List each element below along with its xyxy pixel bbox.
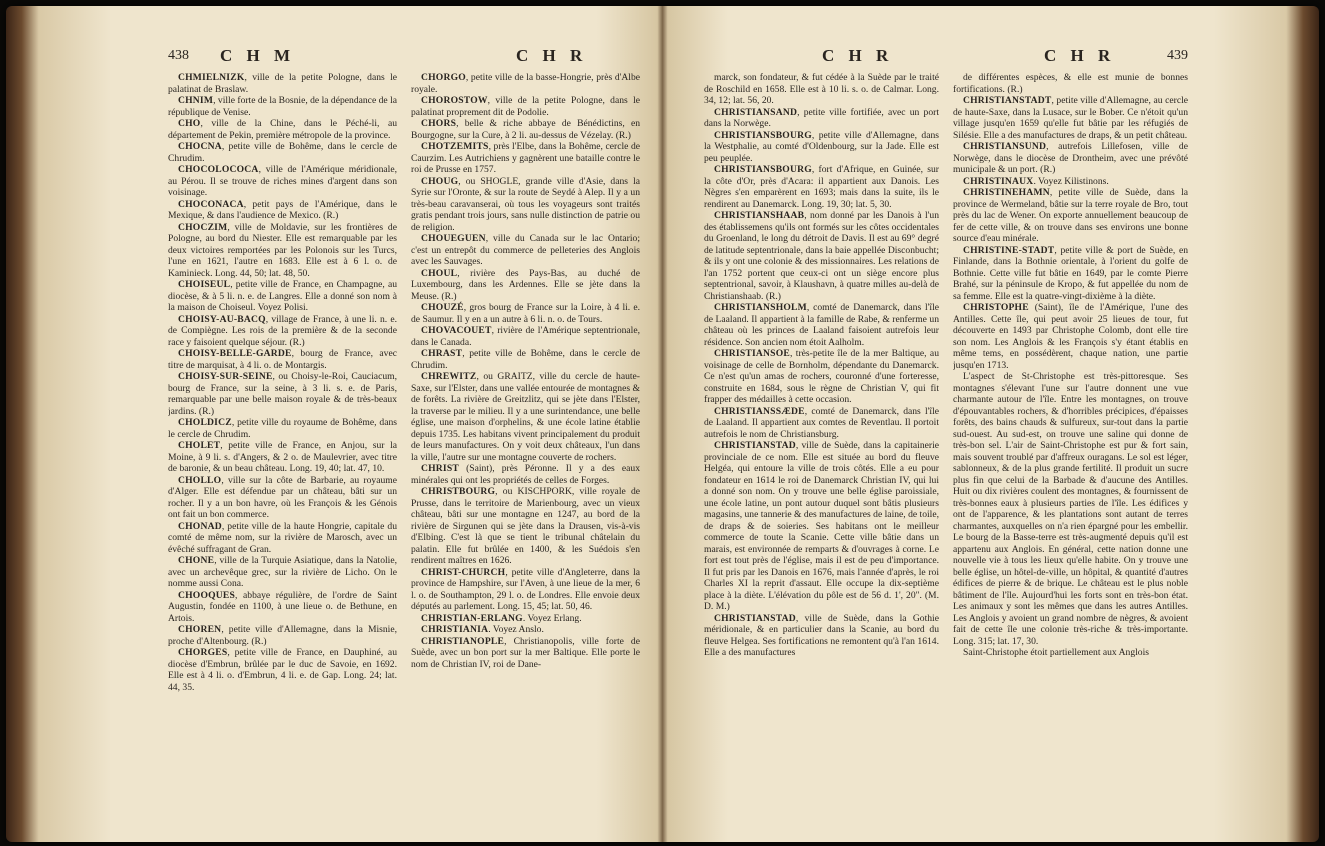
entry-headword: CHOISY-BELLE-GARDE — [178, 348, 292, 359]
entry-headword: CHRISTIANSTAD — [714, 612, 796, 624]
dictionary-entry — [953, 141, 1188, 176]
dictionary-entry — [704, 302, 939, 348]
dictionary-entry — [168, 199, 397, 222]
entry-text: , petite ville de France, en Anjou, sur la Moine, à 9 li. s. d'Angers, & 2 o. de Maulevrier, avec titre de baronie, & un beau château. Long. 19, 40; lat. 47, 10. — [168, 440, 397, 474]
entry-headword: CHRISTIANSSÆDE — [714, 405, 805, 417]
dictionary-entry — [168, 475, 397, 521]
entry-text: , petite ville du royaume de Bohême, dans le cercle de Chrudim. — [168, 417, 397, 440]
dictionary-entry — [411, 141, 640, 176]
entry-headword: CHRISTIANSBOURG — [714, 129, 812, 141]
dictionary-entry — [953, 72, 1188, 95]
entry-headword: CHONE — [178, 555, 215, 566]
entry-text: , ou SHOGLE, grande ville d'Asie, dans la Syrie sur l'Oronte, & sur la route de Seydé à Alep. Il y a un très-beau caravanserai, où tous les voyageurs sont traités gratis pendant trois jours, sans nulle distinction de patrie ou de religion. — [411, 175, 640, 233]
dictionary-entry — [704, 440, 939, 613]
left-page-header — [168, 46, 640, 66]
right-page — [704, 46, 1188, 840]
entry-headword: CHRISTINEHAMN — [963, 187, 1050, 198]
entry-text: , autrefois Lillefosen, ville de Norwège, dans le diocèse de Drontheim, avec une prévôté municipale & un port. (R.) — [953, 141, 1188, 175]
entry-headword: CHOROSTOW — [421, 95, 488, 106]
entry-text: L'aspect de St-Christophe est très-pittoresque. Ses montagnes s'élevant l'une sur l'autre donnent une vue charmante autour de l'île. Entre les montagnes, on trouve d'épouvantables rochers, & d'horribles précipices, d'épaisses forêts, des bains chauds & sulfureux, sur-tout dans la partie sud-ouest. Au sud-est, on trouve une saline qui donne de très-bon sel. L'air de Saint-Christophe est pur & fort sain, mais souvent troublé par d'affreux ouragans. Le sol est léger, sablonneux, & de la plus grande fertilité. Il produit un sucre plus fin que celui de la Barbade & d'aucune des Antilles. Huit ou dix rivières coulent des montagnes, & fournissent de très-bonnes eaux à plusieurs parties de l'île. Les édifices y ont de l'apparence, & les plantations sont autant de terres charmantes, auxquelles on n'a rien épargné pour les embellir. Le bourg de la Basse-terre est très-augmenté depuis qu'il est appartenu aux Anglois. En général, cette nation donne une nouvelle vie à tous les lieux qu'elle habite. On y trouve une belle église, un hôtel-de-ville, un hôpital, & quantité d'autres édifices de pierre & de brique. Le château est le plus noble bâtiment de l'île. Aujourd'hui les forts sont en très-bon état. Les animaux y sont les mêmes que dans les autres Antilles. Les Anglois y avoient un grand nombre de nègres, & avoient fait de cette île une colonie très-riche & très-importante. Long. 315; lat. 17, 30. — [953, 371, 1188, 647]
entry-text: , petite ville fortifiée, avec un port dans la Norwège. — [704, 106, 939, 129]
entry-headword: CHOUG — [421, 175, 459, 187]
entry-text: , petite ville & port de Suède, en Finlande, dans la Bothnie orientale, à l'orient du golfe de Bothnie. Cette ville fut bâtie en 1649, par le comte Pierre Brahé, sur la péninsule de Kropo, & fut appellée du nom de sa femme. Elle est la quatre-vingt-dixième à la diète. — [953, 244, 1188, 302]
entry-text: , petite ville de Bohême, dans le cercle de Chrudim. — [411, 348, 640, 371]
entry-text: , ville sur la côte de Barbarie, au royaume d'Alger. Elle est défendue par un château, bâti sur un rocher. Il y a un bon havre, où les François & les Génois ont fait un bon commerce. — [168, 474, 397, 520]
dictionary-entry — [168, 222, 397, 280]
dictionary-entry — [704, 130, 939, 165]
dictionary-entry — [411, 613, 640, 625]
entry-headword: CHRISTIANSTAD — [714, 440, 796, 451]
entry-headword: CHOTZEMITS — [421, 141, 489, 152]
dictionary-entry — [411, 268, 640, 303]
dictionary-entry — [704, 210, 939, 302]
entry-headword: CHRISTIANOPLE — [421, 635, 505, 647]
entry-headword: CHOCONACA — [178, 198, 244, 210]
dictionary-entry — [168, 624, 397, 647]
dictionary-entry — [168, 371, 397, 417]
left-page — [168, 46, 640, 840]
dictionary-entry — [168, 118, 397, 141]
running-head-left-1: C H M — [220, 46, 296, 65]
dictionary-entry — [411, 371, 640, 463]
page-number-right: 439 — [1167, 48, 1188, 63]
entry-text: (Saint), près Péronne. Il y a des eaux minérales qui ont les propriétés de celles de Forges. — [411, 463, 640, 486]
dictionary-entry — [704, 613, 939, 659]
dictionary-entry — [704, 72, 939, 107]
entry-text: , ville de l'Amérique méridionale, au Pérou. Il se trouve de riches mines d'argent dans son voisinage. — [168, 164, 397, 198]
entry-text: . Voyez Kilistinons. — [1033, 175, 1109, 187]
entry-text: , ville de Suède, dans la capitainerie provinciale de ce nom. Elle est située au bord du fleuve Helgéa, qui entoure la ville de trois côtés. Elle a eu pour fondateur en 1614 le roi de Danemarck Christian IV, qui lui a donné son nom. On y trouve une belle église paroissiale, une école latine, un pont autour duquel sont bâtis plusieurs magasins, une tannerie & des manufactures de laine, de toile, de draps & de soieries. Ses habitans ont le meilleur commerce de toute la Scanie. Cette ville bâtie dans un marais, est environnée de remparts & d'ouvrages à corne. Le fort est tout près de l'église, mais il est de peu d'importance. Il fut pris par les Danois en 1676, mais l'année d'après, le roi Charles XI la reprit d'assaut. Elle occupe la dix-septième place à la diète. L'élévation du pôle est de 56 d. 1', 20". (M. D. M.) — [704, 440, 939, 612]
dictionary-entry — [953, 176, 1188, 188]
entry-text: , village de France, à une li. n. e. de Compiègne. Les rois de la première & de la seconde race y faisoient quelque séjour. (R.) — [168, 313, 397, 348]
dictionary-entry — [411, 176, 640, 234]
dictionary-entry — [411, 567, 640, 613]
entry-headword: CHRISTIANSUND — [963, 141, 1047, 152]
entry-text: , petite ville de Bohême, dans le cercle de Chrudim. — [168, 141, 397, 164]
entry-headword: CHOISEUL — [178, 279, 231, 290]
dictionary-entry — [704, 107, 939, 130]
entry-headword: CHRISTIANSOE — [714, 348, 790, 359]
entry-text: , gros bourg de France sur la Loire, à 4 li. e. de Saumur. Il y en a un autre à 6 li. n. o. de Tours. — [411, 302, 640, 325]
entry-text: (Saint), île de l'Amérique, l'une des Antilles. Cette île, qui peut avoir 25 lieues de tour, fut découverte en 1493 par Christophe Colomb, dont elle tire son nom. Les Anglois & les François s'y étant établis en même tems, en possédèrent, chaque nation, une partie jusqu'en 1713. — [953, 302, 1188, 371]
entry-headword: CHRISTBOURG — [421, 486, 496, 497]
entry-headword: CHOISY-SUR-SEINE — [178, 371, 273, 382]
entry-headword: CHRISTIANSTADT — [963, 95, 1052, 106]
entry-text: , très-petite île de la mer Baltique, au voisinage de celle de Bornholm, dépendante du Danemarck. Ce n'est qu'un amas de rochers, couronné d'une forteresse, construite en 1684, sous le règne de Christian V, qui fit frapper des médailles à cette occasion. — [704, 348, 939, 405]
entry-headword: CHRISTINE-STADT — [963, 244, 1055, 256]
running-head-right-2: C H R — [1044, 46, 1116, 65]
entry-text: , Christianopolis, ville forte de Suède, avec un bon port sur la mer Baltique. Elle porte le nom de Christian IV, roi de Dane- — [411, 635, 640, 670]
entry-text: , petite ville de la basse-Hongrie, près d'Albe royale. — [411, 72, 640, 95]
dictionary-entry — [953, 302, 1188, 371]
dictionary-entry — [168, 417, 397, 440]
entry-text: , ville de la petite Pologne, dans le palatinat proprement dit de Podolie. — [411, 95, 640, 118]
dictionary-entry — [411, 72, 640, 95]
entry-text: , comté de Danemarck, dans l'île de Laaland. Il appartient aux comtes de Reventlau. Il portoit autrefois le nom de Christiansburg. — [704, 405, 939, 440]
entry-headword: CHOUZÉ — [421, 302, 464, 313]
entry-headword: CHRISTIANSBOURG — [714, 164, 812, 175]
right-column-1 — [704, 72, 939, 840]
dictionary-entry — [411, 118, 640, 141]
entry-headword: CHOUEGUEN — [421, 233, 486, 244]
dictionary-entry — [411, 486, 640, 567]
entry-text: , abbaye régulière, de l'ordre de Saint Augustin, fondée en 1100, à une lieue o. de Bethune, en Artois. — [168, 589, 397, 624]
dictionary-entry — [411, 233, 640, 268]
entry-headword: CHORGES — [178, 647, 228, 658]
entry-headword: CHMIELNIZK — [178, 72, 245, 83]
entry-headword: CHO — [178, 118, 201, 129]
dictionary-entry — [704, 406, 939, 441]
dictionary-entry — [411, 624, 640, 636]
entry-headword: CHOOQUES — [178, 589, 236, 601]
dictionary-entry — [953, 371, 1188, 647]
entry-text: , ou Choisy-le-Roi, Cauciacum, bourg de France, sur la seine, à 3 li. s. e. de Paris, remarquable par une belle maison royale & de très-beaux jardins. (R.) — [168, 371, 397, 417]
right-page-header — [704, 46, 1188, 66]
entry-headword: CHOLET — [178, 440, 221, 451]
dictionary-entry — [953, 647, 1188, 659]
open-book — [6, 6, 1319, 842]
entry-headword: CHOCZIM — [178, 221, 228, 233]
entry-headword: CHREWITZ — [421, 371, 477, 382]
entry-headword: CHOLDICZ — [178, 417, 232, 428]
dictionary-entry — [168, 72, 397, 95]
entry-text: , petite ville d'Allemagne, dans la Misnie, proche d'Altenbourg. (R.) — [168, 624, 397, 647]
entry-text: , ville de Suède, dans la Gothie méridionale, & en particulier dans la Scanie, au bord du fleuve Helgea. Ses fortifications ne remontent qu'à l'an 1614. Elle a des manufactures — [704, 612, 939, 658]
dictionary-entry — [168, 348, 397, 371]
entry-text: , petit pays de l'Amérique, dans le Mexique, & dans l'audience de Mexico. (R.) — [168, 198, 397, 221]
entry-text: , petite ville de la haute Hongrie, capitale du comté de même nom, sur la rivière de Marosch, avec un évêché suffragant de Gran. — [168, 520, 397, 555]
dictionary-entry — [168, 164, 397, 199]
dictionary-entry — [953, 187, 1188, 245]
running-head-left-2: C H R — [516, 46, 588, 65]
dictionary-entry — [411, 302, 640, 325]
dictionary-entry — [168, 440, 397, 475]
entry-headword: CHOVACOUET — [421, 325, 492, 336]
dictionary-entry — [168, 279, 397, 314]
entry-text: . Voyez Anslo. — [488, 624, 544, 635]
entry-text: , petite ville de Suède, dans la province de Wermeland, bâtie sur la terre royale de Bro, tout près du lac de Wener. On exporte annuellement beaucoup de fer de cette ville, & on trouve dans ses environs une bonne source d'eau minérale. — [953, 187, 1188, 244]
entry-headword: CHRISTIANSHAAB — [714, 210, 805, 221]
entry-headword: CHRISTIANIA — [421, 624, 489, 635]
right-column-2 — [953, 72, 1188, 840]
entry-text: , petite ville d'Angleterre, dans la province de Hampshire, sur l'Aven, à une lieue de la mer, 6 l. o. de Southampton, 29 l. o. de Londres. Elle envoie deux députés au parlement. Long. 15, 45; lat. 50, 46. — [411, 566, 640, 612]
entry-text: , comté de Danemarck, dans l'île de Laaland. Il appartient à la famille de Rabe, & renferme un château où les princes de Laaland faisoient autrefois leur résidence. Son ancien nom étoit Aalholm. — [704, 302, 939, 348]
entry-headword: CHRAST — [421, 348, 463, 359]
dictionary-entry — [704, 164, 939, 210]
entry-text: , près l'Elbe, dans la Bohême, cercle de Caurzim. Les Autrichiens y gagnèrent une bataille contre le roi de Prusse en 1757. — [411, 141, 640, 175]
entry-text: , ou KISCHPORK, ville royale de Prusse, dans le territoire de Marienbourg, avec un vieux château, bâti sur une montagne en 1247, au bord de la rivière de Sirgunen qui se jète dans la Drausen, vis-à-vis d'Elbing. C'est là que se tient le tribunal châtelain du palatin. Elle fut brûlée en 1400, & les Suédois s'en rendirent maîtres en 1626. — [411, 486, 640, 566]
entry-text: , ville de la Chine, dans le Péché-li, au département de Pekin, première métropole de la province. — [168, 118, 397, 141]
page-number-left: 438 — [168, 48, 189, 63]
dictionary-entry — [953, 95, 1188, 141]
entry-headword: CHONAD — [178, 520, 222, 532]
entry-text: , belle & riche abbaye de Bénédictins, en Bourgogne, sur la Cure, à 2 li. au-dessus de Vézelay. (R.) — [411, 118, 640, 141]
dictionary-entry — [168, 647, 397, 693]
dictionary-entry — [411, 348, 640, 371]
dictionary-entry — [411, 325, 640, 348]
entry-headword: CHOCOLOCOCA — [178, 164, 259, 175]
dictionary-entry — [168, 521, 397, 556]
entry-text: , ville du Canada sur le lac Ontario; c'est un entrepôt du commerce de pelleteries des Anglois avec les Sauvages. — [411, 233, 640, 267]
entry-text: marck, son fondateur, & fut cédée à la Suède par le traité de Roschild en 1658. Elle est à 10 li. s. o. de Calmar. Long. 34, 12; lat. 56, 20. — [704, 72, 939, 106]
dictionary-entry — [704, 348, 939, 406]
entry-text: , petite ville d'Allemagne, dans la Westphalie, au comté d'Oldenbourg, sur la Jade. Elle est peu peuplée. — [704, 129, 939, 164]
entry-text: , bourg de France, avec titre de marquisat, à 4 li. o. de Montargis. — [168, 348, 397, 371]
entry-headword: CHOCNA — [178, 141, 222, 152]
running-head-right-1: C H R — [822, 46, 894, 65]
entry-headword: CHRISTIANSHOLM — [714, 302, 807, 313]
entry-headword: CHOISY-AU-BACQ — [178, 313, 266, 325]
dictionary-entry — [168, 555, 397, 590]
left-column-2 — [411, 72, 640, 840]
entry-headword: CHRIST — [421, 463, 459, 474]
entry-headword: CHORGO — [421, 72, 466, 83]
entry-text: , rivière de l'Amérique septentrionale, dans le Canada. — [411, 325, 640, 348]
dictionary-entry — [168, 314, 397, 349]
entry-headword: CHOUL — [421, 267, 458, 279]
entry-headword: CHRIST-CHURCH — [421, 566, 506, 578]
dictionary-entry — [411, 463, 640, 486]
dictionary-entry — [168, 590, 397, 625]
dictionary-entry — [411, 636, 640, 671]
entry-headword: CHRISTIANSAND — [714, 106, 798, 118]
entry-text: , ville de la petite Pologne, dans le palatinat de Braslaw. — [168, 72, 397, 95]
entry-text: , petite ville de France, en Champagne, au diocèse, & à 5 li. n. e. de Langres. Elle a donné son nom à la maison de Choiseul. Voyez Polisi. — [168, 279, 397, 313]
entry-text: Saint-Christophe étoit partiellement aux Anglois — [963, 647, 1149, 658]
entry-text: , ville forte de la Bosnie, de la dépendance de la république de Venise. — [168, 95, 397, 118]
entry-text: , petite ville de France, en Dauphiné, au diocèse d'Embrun, brûlée par le duc de Savoie, en 1692. Elle est à 4 li. o. d'Embrun, 4 li. e. de Gap. Long. 24; lat. 44, 35. — [168, 647, 397, 693]
dictionary-entry — [411, 95, 640, 118]
entry-text: , rivière des Pays-Bas, au duché de Luxembourg, dans les Ardennes. Elle se jète dans la Meuse. (R.) — [411, 267, 640, 302]
entry-headword: CHNIM — [178, 95, 214, 106]
entry-headword: CHOREN — [178, 624, 222, 635]
entry-text: , ville de la Turquie Asiatique, dans la Natolie, avec un archevêque grec, sur la rivière de Licho. On le nomme aussi Cona. — [168, 555, 397, 589]
dictionary-entry — [168, 95, 397, 118]
dictionary-entry — [953, 245, 1188, 303]
entry-text: , ou GRAITZ, ville du cercle de haute-Saxe, sur l'Elster, dans une vallée entourée de montagnes & de forêts. La rivière de Greitzlitz, qui se jète dans l'Elster, la traverse par le milieu. Il y a une surintendance, une belle église, une maison d'orphelins, & une école latine établie depuis 1735. Les habitans vivent principalement du produit de leurs manufactures. On y voit deux châteaux, l'un dans la ville, l'autre sur une montagne couverte de rochers. — [411, 371, 640, 463]
entry-headword: CHORS — [421, 118, 457, 129]
entry-text: de différentes espèces, & elle est munie de bonnes fortifications. (R.) — [953, 72, 1188, 95]
entry-text: . Voyez Erlang. — [522, 612, 582, 624]
entry-headword: CHOLLO — [178, 474, 222, 486]
entry-headword: CHRISTIAN-ERLANG — [421, 612, 523, 624]
entry-text: , ville de Moldavie, sur les frontières de Pologne, au bord du Niester. Elle est remarquable par les deux victoires remportées par les Polonois sur les Turcs, l'une en 1621, l'autre en 1683. Elle est à 6 l. o. de Kaminieck. Long. 44, 50; lat. 48, 50. — [168, 221, 397, 279]
entry-text: , nom donné par les Danois à l'un des établissemens qu'ils ont formés sur les côtes occidentales du Groenland, le long du détroit de Davis. Il est au 69° degré de latitude septentrionale, dans la baie appellée Disconbucht; & ils y ont une colonie & des missionnaires. Les relations de l'an 1752 portent que ceux-ci ont un siège encore plus septentrional, savoir, à Klaushavn, à quatre milles au-delà de Christianshaab. (R.) — [704, 210, 939, 302]
entry-headword: CHRISTOPHE — [963, 302, 1029, 313]
entry-text: , fort d'Afrique, en Guinée, sur la côte d'Or, près d'Acara: il appartient aux Danois. Les Nègres s'en emparèrent en 1693; mais dans la suite, ils le rendirent au Danemarck. Long. 19, 30; lat. 5, 30. — [704, 164, 939, 210]
entry-text: , petite ville d'Allemagne, au cercle de haute-Saxe, dans la Lusace, sur le Bober. Ce n'étoit qu'un village jusqu'en 1659 qu'elle fut bâtie par les réfugiés de Silésie. Elle a des manufactures de draps, & un petit château. — [953, 95, 1188, 141]
entry-headword: CHRISTINAUX — [963, 175, 1034, 187]
left-column-1 — [168, 72, 397, 840]
dictionary-entry — [168, 141, 397, 164]
